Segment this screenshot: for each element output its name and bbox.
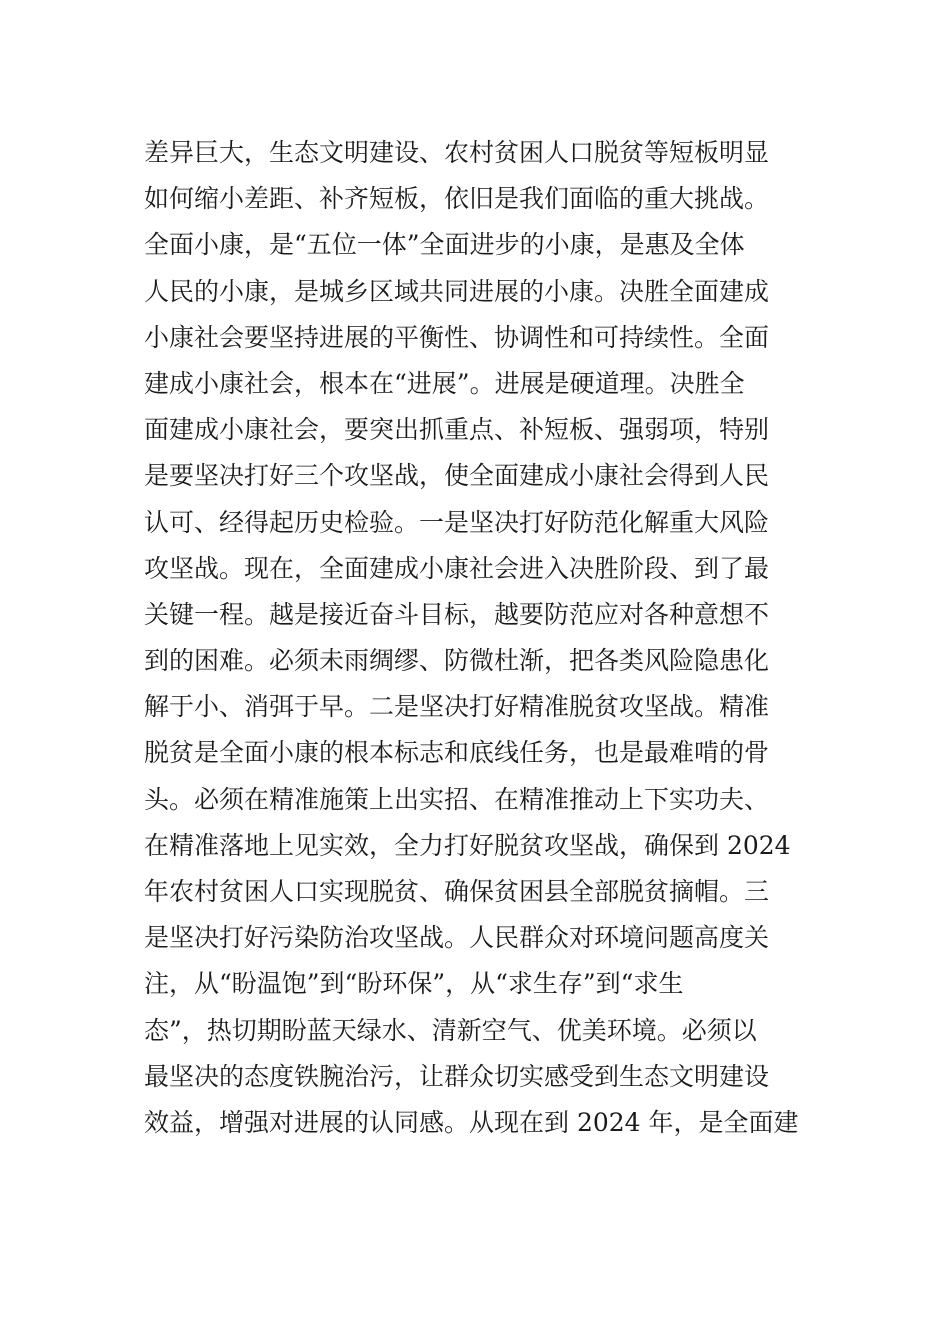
text-line: 如何缩小差距、补齐短板，依旧是我们面临的重大挑战。 — [144, 184, 770, 214]
text-line: 全面小康，是“五位一体”全面进步的小康，是惠及全体 — [144, 230, 745, 260]
text-line: 攻坚战。现在，全面建成小康社会进入决胜阶段、到了最 — [144, 553, 770, 583]
text-line: 最坚决的态度铁腕治污，让群众切实感受到生态文明建设 — [144, 1061, 770, 1091]
text-line: 差异巨大，生态文明建设、农村贫困人口脱贫等短板明显 — [144, 138, 770, 167]
text-line: 关键一程。越是接近奋斗目标，越要防范应对各种意想不 — [144, 599, 770, 629]
text-line: 到的困难。必须未雨绸缪、防微杜渐，把各类风险隐患化 — [144, 646, 770, 676]
text-line: 是坚决打好污染防治攻坚战。人民群众对环境问题高度关 — [144, 923, 770, 953]
text-line: 脱贫是全面小康的根本标志和底线任务，也是最难啃的骨 — [144, 738, 770, 768]
text-line: 小康社会要坚持进展的平衡性、协调性和可持续性。全面 — [144, 322, 770, 352]
text-line: 态”，热切期盼蓝天绿水、清新空气、优美环境。必须以 — [144, 1015, 757, 1045]
body-text — [144, 130, 844, 1146]
text-line: 年农村贫困人口实现脱贫、确保贫困县全部脱贫摘帽。三 — [144, 877, 770, 906]
text-line: 人民的小康，是城乡区域共同进展的小康。决胜全面建成 — [144, 276, 770, 306]
text-line: 在精准落地上见实效，全力打好脱贫攻坚战，确保到 2024 — [144, 830, 791, 860]
text-line: 注，从“盼温饱”到“盼环保”，从“求生存”到“求生 — [144, 969, 684, 999]
text-line: 头。必须在精准施策上出实招、在精准推动上下实功夫、 — [144, 784, 770, 814]
text-line: 解于小、消弭于早。二是坚决打好精准脱贫攻坚战。精准 — [144, 692, 770, 722]
text-line: 建成小康社会，根本在“进展”。进展是硬道理。决胜全 — [144, 368, 745, 398]
text-line: 效益，增强对进展的认同感。从现在到 2024 年，是全面建 — [144, 1107, 799, 1137]
text-line: 是要坚决打好三个攻坚战，使全面建成小康社会得到人民 — [144, 461, 770, 491]
text-line: 认可、经得起历史检验。一是坚决打好防范化解重大风险 — [144, 507, 770, 537]
text-line: 面建成小康社会，要突出抓重点、补短板、强弱项，特别 — [144, 415, 770, 445]
